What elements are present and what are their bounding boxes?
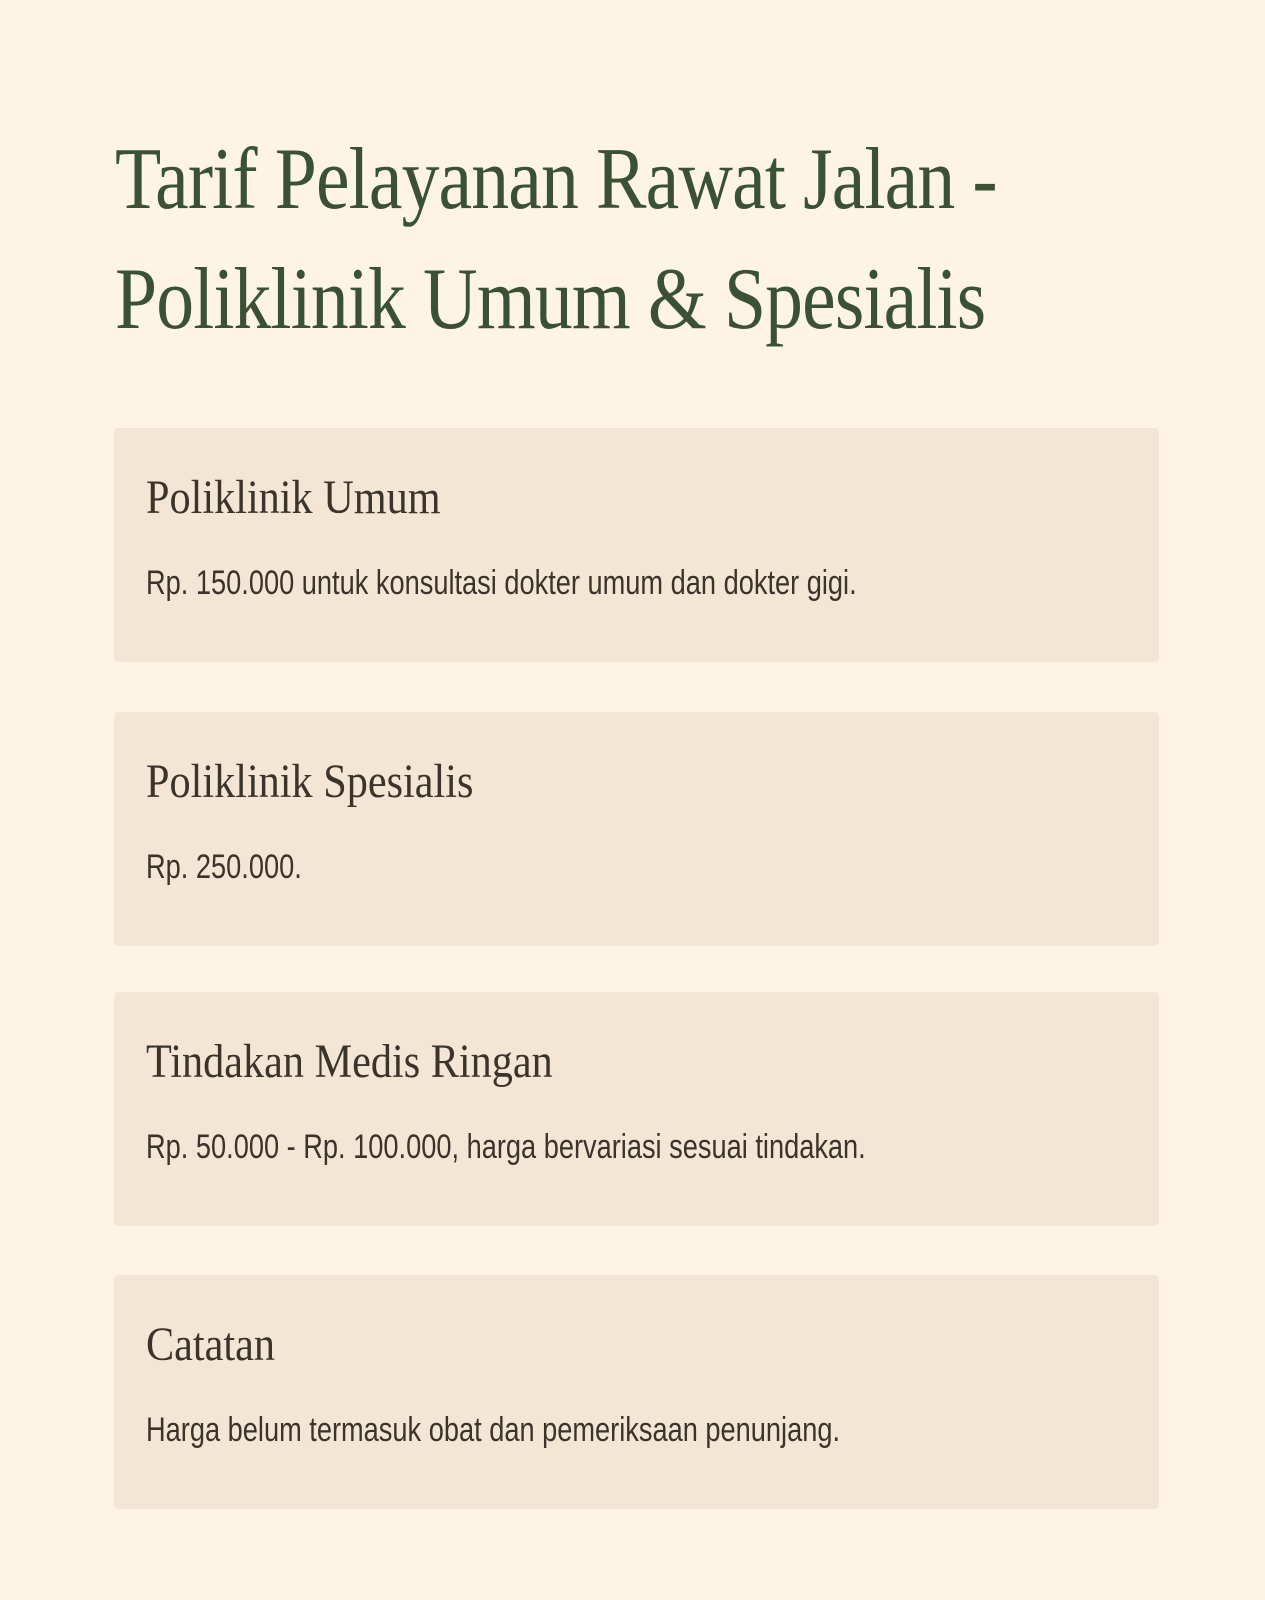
card-text: Rp. 250.000. xyxy=(146,848,302,886)
card-heading: Poliklinik Umum xyxy=(146,471,441,524)
card-text: Rp. 50.000 - Rp. 100.000, harga bervariasi sesuai tindakan. xyxy=(146,1128,866,1166)
card-text: Rp. 150.000 untuk konsultasi dokter umum dan dokter gigi. xyxy=(146,564,857,602)
page-title-line-2: Poliklinik Umum & Spesialis xyxy=(115,251,986,348)
card-heading: Poliklinik Spesialis xyxy=(146,755,474,808)
card-heading: Tindakan Medis Ringan xyxy=(146,1035,553,1088)
card-catatan xyxy=(114,1275,1159,1509)
card-text: Harga belum termasuk obat dan pemeriksaan penunjang. xyxy=(146,1411,841,1449)
card-tindakan-medis-ringan xyxy=(114,992,1159,1226)
card-poliklinik-umum xyxy=(114,428,1159,662)
page-title xyxy=(115,120,1061,360)
card-heading: Catatan xyxy=(146,1318,276,1371)
page-title-line-1: Tarif Pelayanan Rawat Jalan - xyxy=(115,131,997,228)
card-poliklinik-spesialis xyxy=(114,712,1159,946)
